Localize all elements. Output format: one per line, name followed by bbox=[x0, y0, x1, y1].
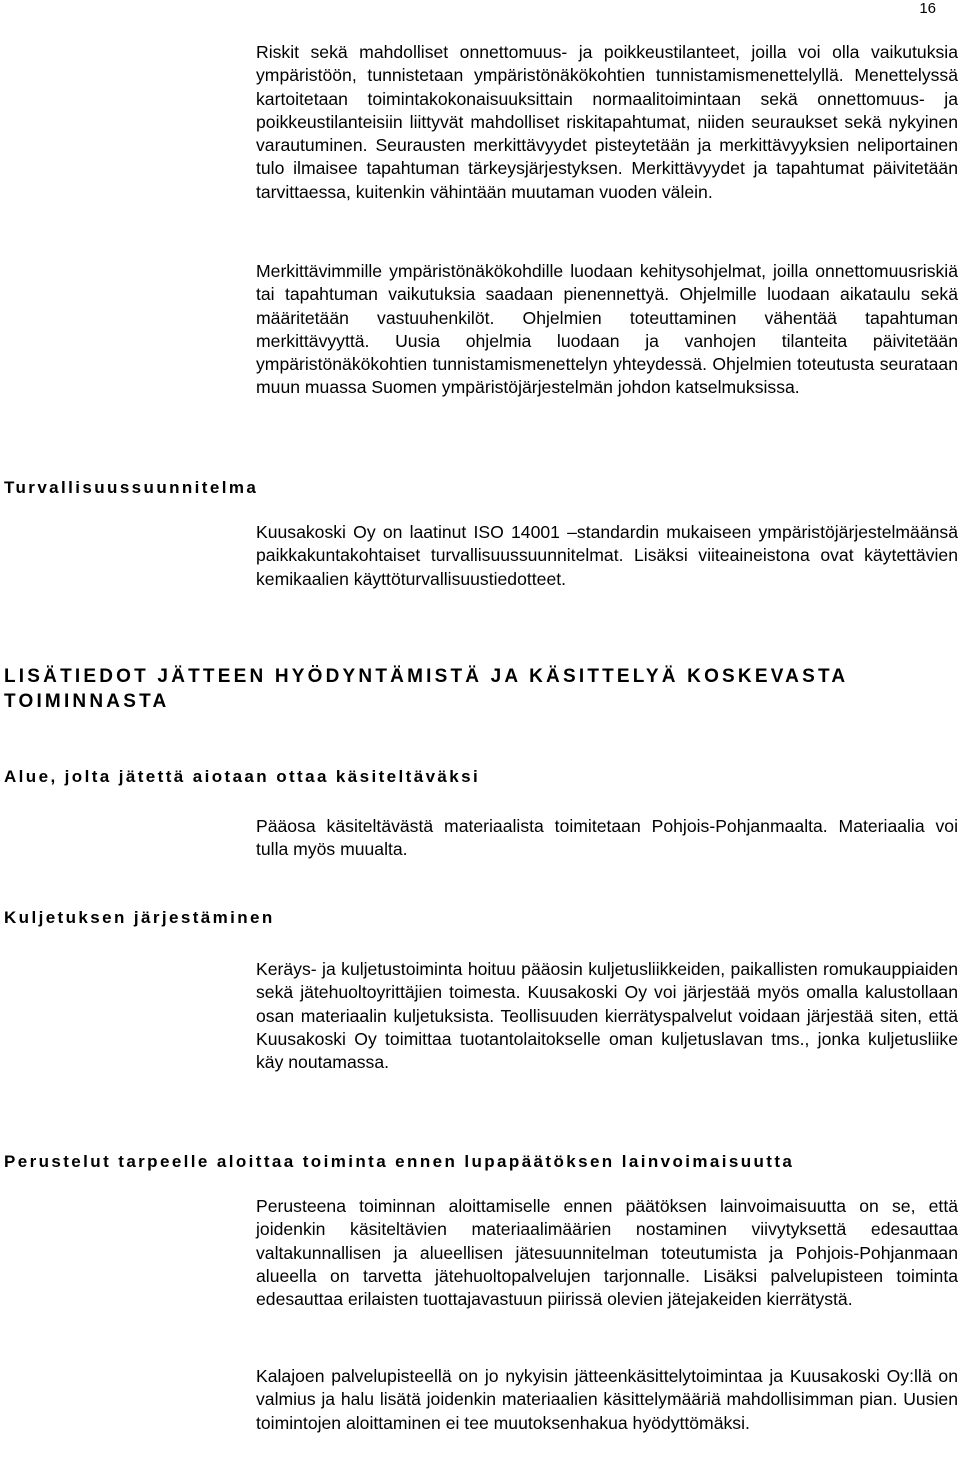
heading-justification: Perustelut tarpeelle aloittaa toiminta ennen lupapäätöksen lainvoimaisuutta bbox=[4, 1152, 795, 1171]
paragraph-justification-2: Kalajoen palvelupisteellä on jo nykyisin jätteenkäsittelytoimintaa ja Kuusakoski Oy:llä on valmius ja halu lisätä joidenkin materiaalien käsittelymääriä mahdollisimman pian. Uusien toimintojen aloittaminen ei tee muutoksenhakua hyödyttömäksi. bbox=[256, 1366, 958, 1433]
paragraph-safety-plan: Kuusakoski Oy on laatinut ISO 14001 –standardin mukaiseen ympäristöjärjestelmäänsä paikkakuntakohtaiset turvallisuussuunnitelmat. Lisäksi viiteaineistona ovat käytettävien kemikaalien käyttöturvallisuustiedotteet. bbox=[256, 522, 958, 589]
heading-transport: Kuljetuksen järjestäminen bbox=[4, 908, 275, 927]
paragraph-justification-1: Perusteena toiminnan aloittamiselle ennen päätöksen lainvoimaisuutta on se, että joidenkin käsiteltävien materiaalimäärien nostaminen viivytyksettä edesauttaa valtakunnallisen ja alueellisen jätesuunnitelman toteutumista ja Pohjois-Pohjanmaan alueella on tarvetta jätehuoltopalvelujen tarjonnalle. Lisäksi palvelupisteen toiminta edesauttaa erilaisten tuottajavastuun piirissä olevien jätejakeiden kierrätystä. bbox=[256, 1196, 958, 1310]
paragraph-transport: Keräys- ja kuljetustoiminta hoituu pääosin kuljetusliikkeiden, paikallisten romukauppiaiden sekä jätehuoltoyrittäjien toimesta. Kuusakoski Oy voi järjestää myös omalla kalustollaan osan materiaalin kuljetuksista. Teollisuuden kierrätyspalvelut voidaan järjestää siten, että Kuusakoski Oy toimittaa tuotantolaitokselle oman kuljetuslavan tms., jonka kuljetusliike käy noutamassa. bbox=[256, 959, 958, 1073]
paragraph-risk-identification: Riskit sekä mahdolliset onnettomuus- ja poikkeustilanteet, joilla voi olla vaikutuksia ympäristöön, tunnistetaan ympäristönäkökohtien tunnistamismenettelyllä. Menettelyssä kartoitetaan toimintakokonaisuuksittain normaalitoimintaan sekä onnettomuus- ja poikkeustilanteisiin liittyvät mahdolliset riskitapahtumat, niiden seuraukset sekä nykyinen varautuminen. Seurausten merkittävyydet pisteytetään ja merkittävyyksien neliportainen tulo ilmaisee tapahtuman tärkeysjärjestyksen. Merkittävyydet ja tapahtumat päivitetään tarvittaessa, kuitenkin vähintään muutaman vuoden välein. bbox=[256, 42, 958, 202]
heading-safety-plan: Turvallisuussuunnitelma bbox=[4, 478, 259, 497]
heading-collection-area: Alue, jolta jätettä aiotaan ottaa käsiteltäväksi bbox=[4, 767, 481, 786]
paragraph-collection-area: Pääosa käsiteltävästä materiaalista toimitetaan Pohjois-Pohjanmaalta. Materiaalia voi tulla myös muualta. bbox=[256, 816, 958, 860]
heading-main-section: LISÄTIEDOT JÄTTEEN HYÖDYNTÄMISTÄ JA KÄSITTELYÄ KOSKEVASTA TOIMINNASTA bbox=[4, 666, 848, 712]
page-number: 16 bbox=[919, 0, 936, 17]
paragraph-development-programs: Merkittävimmille ympäristönäkökohdille luodaan kehitysohjelmat, joilla onnettomuusriskiä tai tapahtuman vaikutuksia saadaan pienennettyä. Ohjelmille luodaan aikataulu sekä määritetään vastuuhenkilöt. Ohjelmien toteuttaminen vähentää tapahtuman merkittävyyttä. Uusia ohjelmia luodaan ja vanhojen tilanteita päivitetään ympäristönäkökohtien tunnistamismenettelyn yhteydessä. Ohjelmien toteutusta seurataan muun muassa Suomen ympäristöjärjestelmän johdon katselmuksissa. bbox=[256, 261, 958, 398]
